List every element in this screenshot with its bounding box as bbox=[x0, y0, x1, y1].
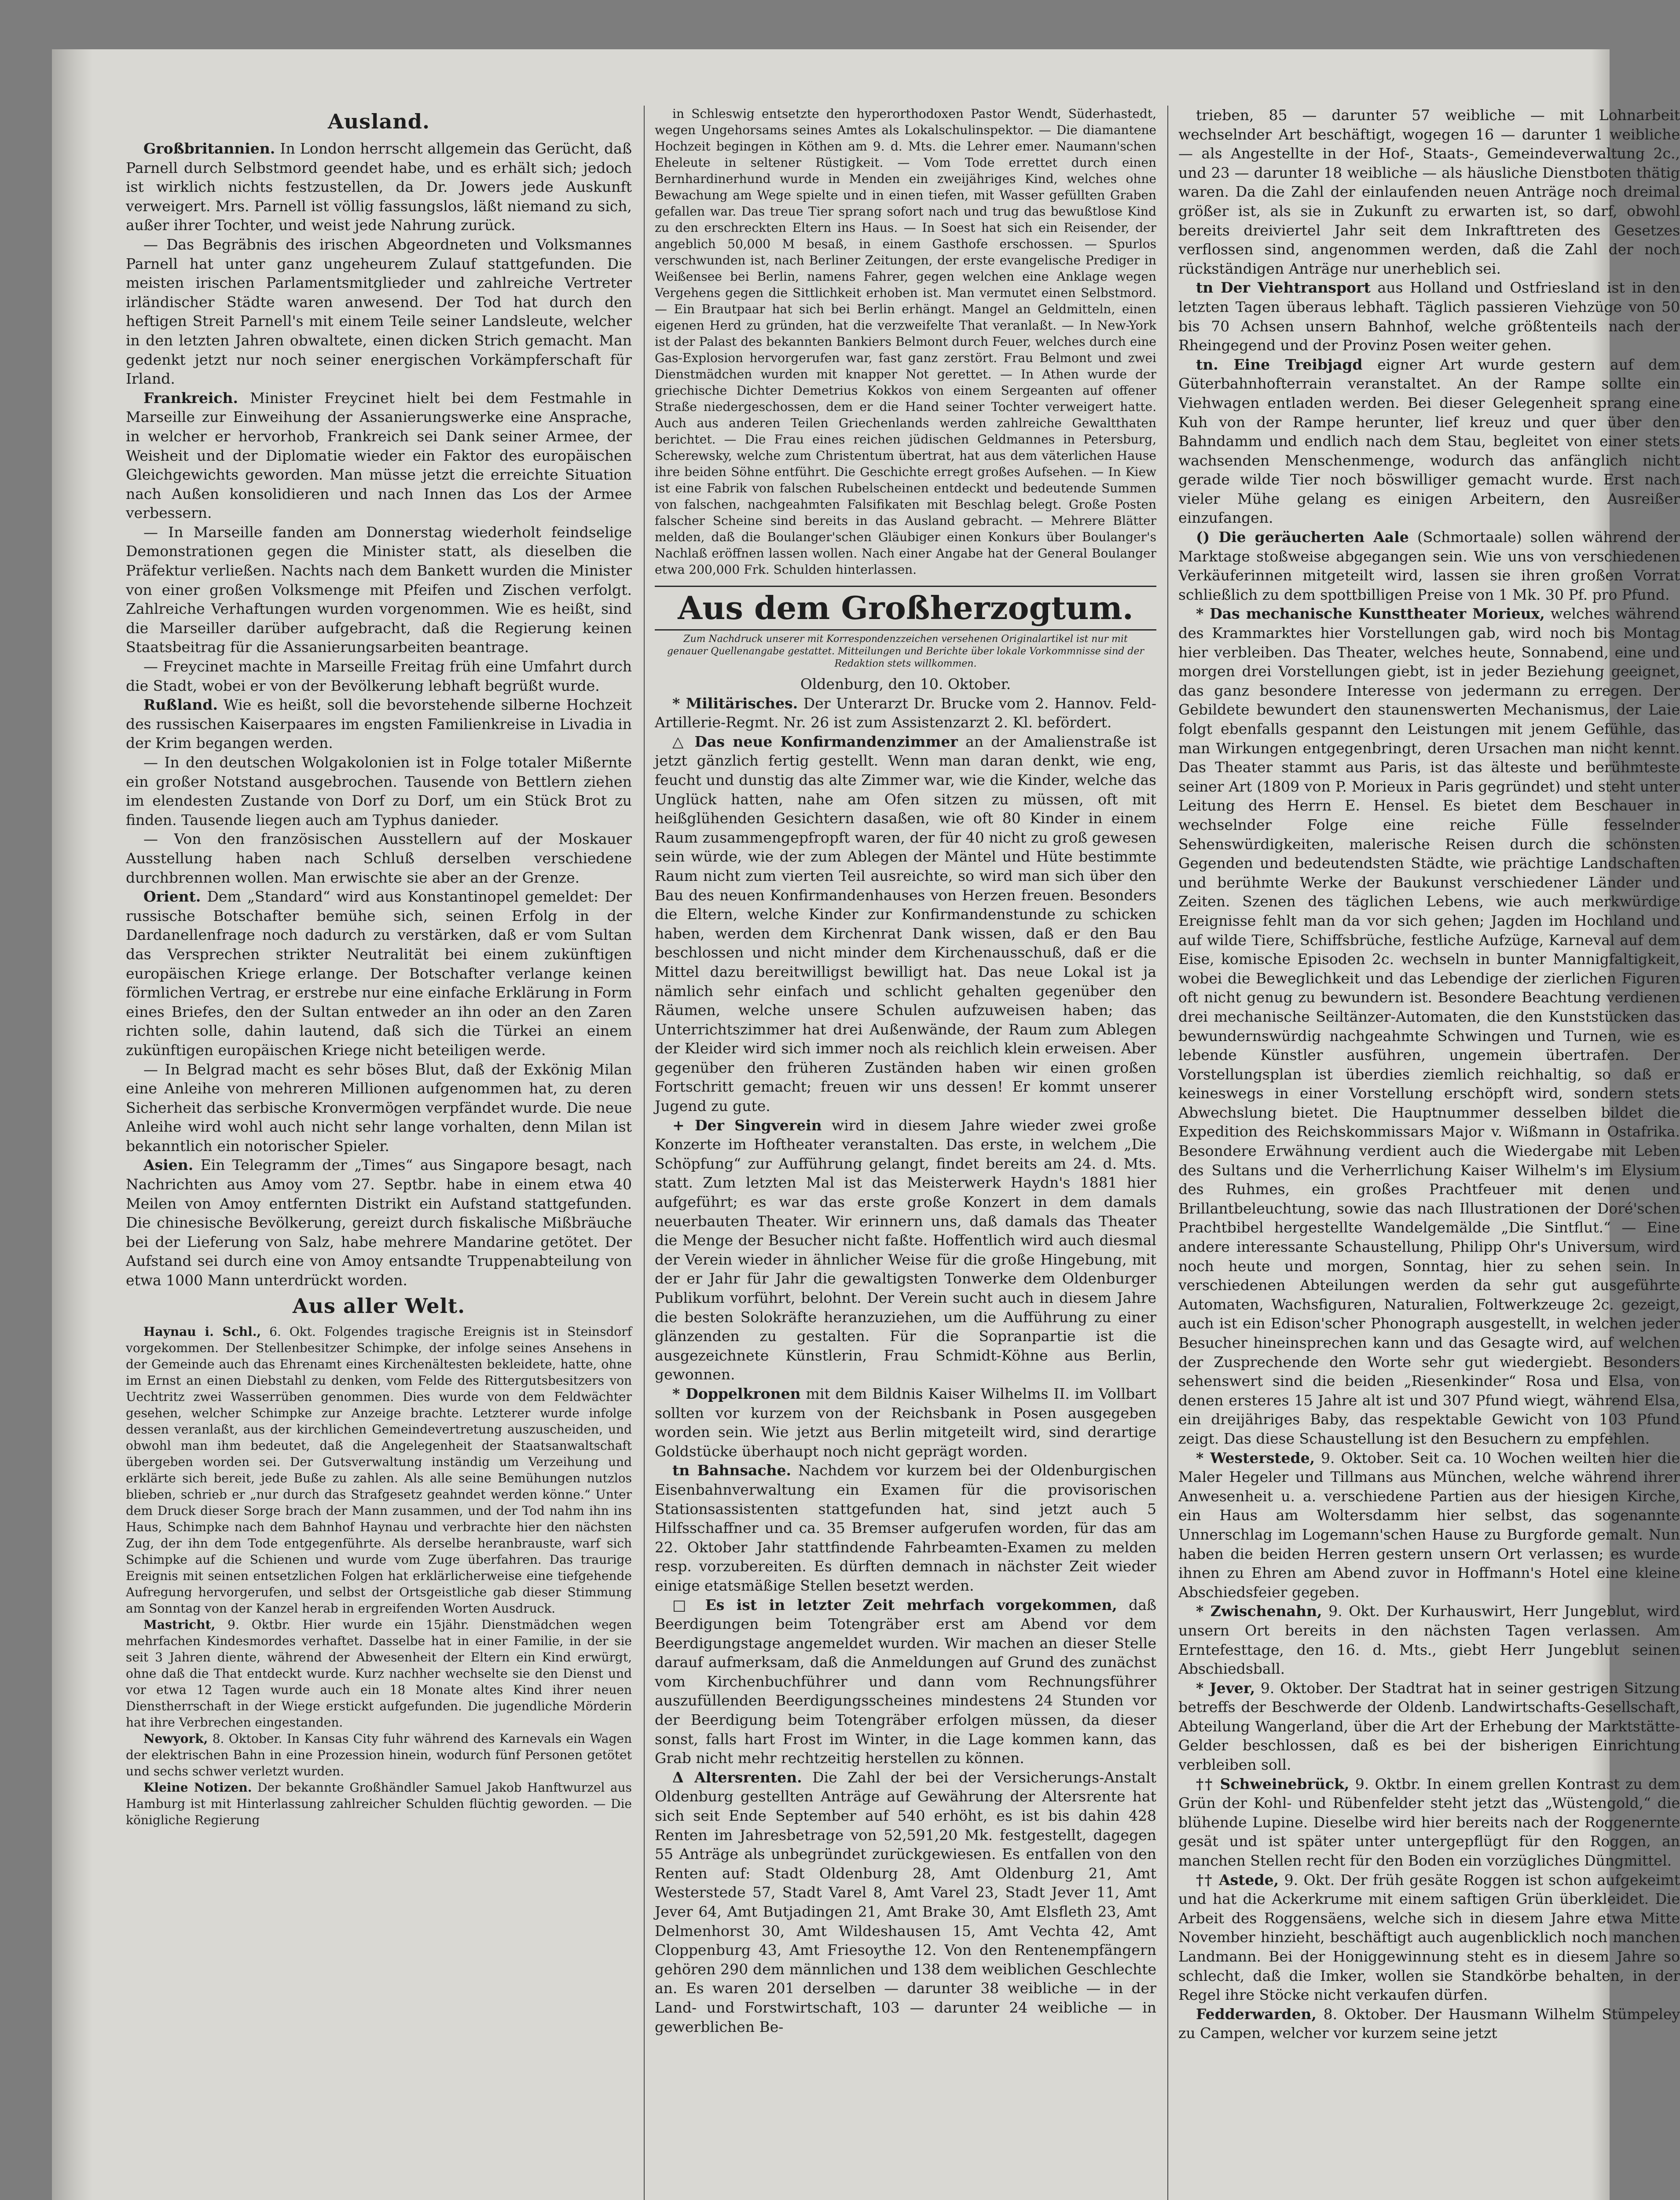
column-rule bbox=[1167, 106, 1168, 2200]
article-lead: * Westerstede, bbox=[1196, 1449, 1315, 1467]
article-text: In London herrscht allgemein das Gerücht, daß Parnell durch Selbstmord geendet habe, und es erhält sich; jedoch ist wirklich nichts festzustellen, da Dr. Jowers jede Auskunft verweigert. Mrs. Parnell ist völlig fassungslos, läßt niemand zu sich, außer ihrer Tochter, und weist jede Nahrung zurück. bbox=[126, 140, 632, 234]
article-text: 6. Okt. Folgendes tragische Ereignis ist in Steinsdorf vorgekommen. Der Stellenbesitzer Schimpke, der infolge seines Ansehens in der Gemeinde auch das Ehrenamt eines Kirchenältesten bekleidete, hatte, ohne im Ernst an einen Diebstahl zu denken, vom Felde des Rittergutsbesitzers von Uechtritz zwei Wasserrüben genommen. Dies wurde von dem Feldwächter gesehen, welcher Schimpke zur Anzeige brachte. Letzterer wurde infolge dessen veranlaßt, aus der kirchlichen Gemeindevertretung auszuscheiden, und obwohl man ihm bedeutet, daß die Angelegenheit der Staatsanwaltschaft übergeben worden sei. Der Gutsverwaltung inständig um Verzeihung und erklärte sich bereit, jede Buße zu zahlen. Als alle seine Bemühungen nutzlos blieben, schrieb er „nur durch das Strafgesetz geahndet werden könne.“ Unter dem Druck dieser Sorge brach der Mann zusammen, und der Tod nahm ihn ins Haus, Schimpke nach dem Bahnhof Haynau und verbrachte hier den nächsten Zug, der ihn dem Tode entgegenführte. Als derselbe heranbrauste, warf sich Schimpke auf die Schienen und wurde vom Zuge überfahren. Das traurige Ereignis mit seinen entsetzlichen Folgen hat erklärlicherweise eine tiefgehende Aufregung hervorgerufen, und selbst der Ortsgeistliche gab dieser Stimmung am Sonntag von der Kanzel herab in ergreifenden Worten Ausdruck. bbox=[126, 1324, 632, 1616]
article-paragraph bbox=[655, 1595, 1156, 1768]
article-paragraph bbox=[126, 139, 632, 235]
article-text: — In den deutschen Wolgakolonien ist in Folge totaler Mißernte ein großer Notstand ausgebrochen. Tausende von Bettlern ziehen im elendesten Zustande von Dorf zu Dorf, um ein Stück Brot zu finden. Tausende liegen auch am Typhus danieder. bbox=[126, 754, 632, 829]
article-text: 9. Oktbr. Hier wurde ein 15jähr. Dienstmädchen wegen mehrfachen Kindesmordes verhaftet. Dasselbe hat in einer Familie, in der sie seit 3 Jahren diente, während der Abwesenheit der Eltern ein Kind erwürgt, ohne daß die That entdeckt wurde. Kurz nachher wechselte sie den Dienst und vor etwa 12 Tagen wurde auch ein 18 Monate altes Kind ihrer neuen Dienstherrschaft in der Wiege erstickt aufgefunden. Die jugendliche Mörderin hat ihre Verbrechen eingestanden. bbox=[126, 1617, 632, 1730]
article-paragraph bbox=[126, 1731, 632, 1779]
article-text: Minister Freycinet hielt bei dem Festmahle in Marseille zur Einweihung der Assanierungswerke eine Ansprache, in welcher er hervorhob, Frankreich sei Dank seiner Armee, der Weisheit und der Diplomatie wieder ein Faktor des europäischen Gleichgewichts geworden. Man müsse jetzt die erreichte Situation nach Außen konsolidieren und nach Innen das Los der Armee verbessern. bbox=[126, 389, 632, 522]
article-paragraph bbox=[655, 1384, 1156, 1461]
page-binding-shadow bbox=[52, 49, 92, 2200]
article-paragraph bbox=[126, 887, 632, 1060]
section-heading-grossherzogtum: Aus dem Großherzogtum. bbox=[655, 586, 1156, 631]
section-heading-ausland: Ausland. bbox=[328, 110, 430, 133]
article-text: Der Unterarzt Dr. Brucke vom 2. Hannov. Feld-Artillerie-Regmt. Nr. 26 ist zum Assistenzarzt 2. Kl. befördert. bbox=[655, 694, 1156, 731]
article-list bbox=[126, 1324, 632, 1828]
article-paragraph bbox=[126, 753, 632, 829]
article-lead: Orient. bbox=[143, 888, 201, 906]
article-text: — In Marseille fanden am Donnerstag wiederholt feindselige Demonstrationen gegen die Minister statt, als dieselben die Präfektur verließen. Nachts nach dem Bankett wurden die Minister von einer großen Volksmenge mit Pfeifen und Zischen verfolgt. Zahlreiche Verhaftungen wurden vorgenommen. Wie es heißt, sind die Marseiller darüber aufgebracht, daß die Regierung keinen Staatsbeitrag für die Assanierungsarbeiten beantrage. bbox=[126, 523, 632, 656]
article-paragraph bbox=[126, 1324, 632, 1617]
article-paragraph bbox=[655, 106, 1156, 578]
article-paragraph bbox=[655, 1461, 1156, 1595]
article-text: daß Beerdigungen beim Totengräber erst am Abend vor dem Beerdigungstage angemeldet wurden. Wir machen an dieser Stelle darauf aufmerksam, daß die Anmeldungen auf Grund des zunächst vom Kirchenbuchführer und dann vom Rechnungsführer auszufüllenden Beerdigungsscheines mindestens 24 Stunden vor der Beerdigung beim Totengräber erfolgen müssen, da dieser sonst, falls hart Frost im Winter, in die Lage kommen kann, das Grab nicht mehr rechtzeitig herstellen zu können. bbox=[655, 1596, 1156, 1767]
article-paragraph bbox=[655, 1116, 1156, 1384]
newspaper-page bbox=[52, 49, 1680, 2200]
article-list bbox=[655, 694, 1156, 2037]
article-list bbox=[1178, 106, 1680, 2043]
article-list bbox=[655, 106, 1156, 578]
article-paragraph bbox=[126, 695, 632, 753]
article-paragraph bbox=[126, 829, 632, 887]
article-paragraph bbox=[1178, 1448, 1680, 1602]
article-paragraph bbox=[655, 732, 1156, 1116]
article-lead: tn Der Viehtransport bbox=[1196, 279, 1371, 297]
article-text: 9. Okt. Der Kurhauswirt, Herr Jungeblut, wird unsern Ort bereits in den nächsten Tagen verlassen. Am Erntefesttage, den 16. d. Mts., giebt Herr Jungeblut seinen Abschiedsball. bbox=[1178, 1602, 1680, 1678]
article-paragraph bbox=[126, 235, 632, 389]
article-text: Nachdem vor kurzem bei der Oldenburgischen Eisenbahnverwaltung ein Examen für die provisorischen Stationsassistenten stattgefunden hat, sind jetzt auch 5 Hilfsschaffner und ca. 35 Bremser aufgerufen worden, für das am 22. Oktober Jahr stattfindende Fahrbeamten-Examen zu melden resp. vorzubereiten. Es dürften demnach in nächster Zeit wieder einige etatsmäßige Stellen besetzt werden. bbox=[655, 1462, 1156, 1594]
article-lead: + Der Singverein bbox=[672, 1116, 822, 1134]
article-paragraph bbox=[1178, 1679, 1680, 1775]
article-paragraph bbox=[126, 1060, 632, 1156]
article-lead: tn Bahnsache. bbox=[672, 1462, 791, 1479]
article-text: 8. Oktober. In Kansas City fuhr während des Karnevals ein Wagen der elektrischen Bahn in eine Prozession hinein, wodurch fünf Personen getötet und sechs schwer verletzt wurden. bbox=[126, 1731, 632, 1778]
article-lead: * Zwischenahn, bbox=[1196, 1602, 1322, 1620]
article-lead: Frankreich. bbox=[143, 389, 238, 407]
article-text: Dem „Standard“ wird aus Konstantinopel gemeldet: Der russische Botschafter bemühe sich, seinen Erfolg in der Dardanellenfrage noch dadurch zu verstärken, daß er vom Sultan das Versprechen strikter Neutralität bei einem zukünftigen europäischen Kriege erlange. Der Botschafter verlange keinen förmlichen Vertrag, er erstrebe nur eine einfache Erklärung in Form eines Briefes, den der Sultan entweder an ihn oder an den Zaren richten solle, dahin lautend, daß sich die Türkei an einem zukünftigen europäischen Kriege nicht beteiligen werde. bbox=[126, 888, 632, 1059]
section-heading-aus-aller-welt: Aus aller Welt. bbox=[292, 1294, 466, 1318]
article-paragraph bbox=[1178, 2005, 1680, 2043]
article-text: Ein Telegramm der „Times“ aus Singapore besagt, nach Nachrichten aus Amoy vom 27. Septbr. habe in einem etwa 40 Meilen von Amoy entfernten Distrikt ein Aufstand stattgefunden. Die chinesische Bevölkerung, gereizt durch fiskalische Mißbräuche bei der Lieferung von Salz, habe mehrere Mandarine getötet. Der Aufstand sei durch eine von Amoy entsandte Truppenabteilung von etwa 1000 Mann unterdrückt worden. bbox=[126, 1156, 632, 1289]
article-paragraph bbox=[126, 523, 632, 657]
article-text: — Das Begräbnis des irischen Abgeordneten und Volksmannes Parnell hat unter ganz ungeheurem Zulauf stattgefunden. Die meisten irischen Parlamentsmitglieder und zahlreiche Vertreter irländischer Städte waren anwesend. Der Tod hat durch den heftigen Streit Parnell's mit einem Teile seiner Landsleute, welcher in den letzten Jahren obwaltete, einen dicken Strich gemacht. Man gedenkt jetzt nur noch seiner energischen Vorkämpferschaft für Irland. bbox=[126, 235, 632, 388]
article-paragraph bbox=[126, 1779, 632, 1828]
article-lead: Haynau i. Schl., bbox=[143, 1324, 261, 1339]
article-paragraph bbox=[1178, 604, 1680, 1448]
article-text: in Schleswig entsetzte den hyperorthodoxen Pastor Wendt, Süderhastedt, wegen Ungehorsams seines Amtes als Lokalschulinspektor. — Die diamantene Hochzeit begingen in Köthen am 9. d. Mts. die Lehrer emer. Naumann'schen Eheleute in seltener Rüstigkeit. — Vom Tode errettet durch einen Bernhardinerhund wurde in Menden ein zweijähriges Kind, welches ohne Bewachung am Wege spielte und in einen tiefen, mit Wasser gefüllten Graben gefallen war. Das treue Tier sprang sofort nach und trug das bewußtlose Kind zu den erschreckten Eltern ins Haus. — In Soest hat sich ein Reisender, der angeblich 50,000 M besaß, in einem Gasthofe erschossen. — Spurlos verschwunden ist, nach Berliner Zeitungen, der erste evangelische Prediger in Weißensee bei Berlin, namens Fahrer, gegen welchen eine Anklage wegen Vergehens gegen die Sittlichkeit erhoben ist. Man vermutet einen Selbstmord. — Ein Brautpaar hat sich bei Berlin erhängt. Mangel an Geldmitteln, einen eigenen Herd zu gründen, hat die verzweifelte That veranlaßt. — In New-York ist der Palast des bekannten Bankiers Belmont durch Feuer, welches durch eine Gas-Explosion hervorgerufen war, fast ganz zerstört. Frau Belmont und zwei Dienstmädchen wurden mit knapper Not gerettet. — In Athen wurde der griechische Dichter Demetrius Kokkos von einem Sergeanten auf offener Straße niedergeschossen, dem er die Hand seiner Tochter verweigert hatte. Auch aus anderen Teilen Griechenlands werden zahlreiche Gewaltthaten berichtet. — Die Frau eines reichen jüdischen Geldmannes in Petersburg, Scherewsky, welche zum Christentum übertrat, hat aus dem väterlichen Hause ihre beiden Söhne entführt. Die Geschichte erregt großes Aufsehen. — In Kiew ist eine Fabrik von falschen Rubelscheinen entdeckt und bedeutende Summen von falschen, nachgeahmten Falsifikaten mit Beschlag belegt. Große Posten falscher Scheine sind bereits in das Ausland gebracht. — Mehrere Blätter melden, daß die Boulanger'schen Gläubiger einen Konkurs über Boulanger's Nachlaß eröffnen lassen wollen. Nach einer Angabe hat der General Boulanger etwa 200,000 Frk. Schulden hinterlassen. bbox=[655, 106, 1156, 577]
article-lead: tn. Eine Treibjagd bbox=[1196, 356, 1363, 373]
article-text: (Schmortaale) sollen während der Marktage stoßweise abgegangen sein. Wie uns von verschiedenen Verkäuferinnen mitgeteilt wird, lassen sie ihren großen Vorrat schließlich zu dem spottbilligen Preise von 1 Mk. 30 Pf. pro Pfund. bbox=[1178, 528, 1680, 603]
article-lead: Großbritannien. bbox=[143, 140, 275, 157]
article-paragraph bbox=[1178, 106, 1680, 278]
article-text: mit dem Bildnis Kaiser Wilhelms II. im Vollbart sollten vor kurzem von der Reichsbank in Posen ausgegeben worden sein. Wie jetzt aus Berlin mitgeteilt wird, sind derartige Goldstücke überhaupt noch nicht geprägt worden. bbox=[655, 1385, 1156, 1460]
article-lead: †† Astede, bbox=[1196, 1871, 1279, 1888]
article-text: aus Holland und Ostfriesland ist in den letzten Tagen überaus lebhaft. Täglich passieren Viehzüge von 50 bis 70 Achsen unsern Bahnhof, welche größtenteils nach der Rheingegend und der Provinz Posen weiter gehen. bbox=[1178, 279, 1680, 354]
article-text: Die Zahl der bei der Versicherungs-Anstalt Oldenburg gestellten Anträge auf Gewährung der Altersrente hat sich seit Ende September auf 540 erhöht, es ist bis dahin 428 Renten im Jahresbetrage von 52,591,20 Mk. festgestellt, dagegen 55 Anträge als unbegründet zurückgewiesen. Es entfallen von den Renten auf: Stadt Oldenburg 28, Amt Oldenburg 21, Amt Westerstede 57, Stadt Varel 8, Amt Varel 23, Stadt Jever 11, Amt Jever 64, Amt Butjadingen 21, Amt Brake 30, Amt Elsfleth 23, Amt Delmenhorst 30, Amt Wildeshausen 15, Amt Vechta 42, Amt Cloppenburg 43, Amt Friesoythe 12. Von den Rentenempfängern gehören 290 dem männlichen und 138 dem weiblichen Geschlechte an. Es waren 201 derselben — darunter 38 weibliche — in der Land- und Forstwirtschaft, 103 — darunter 24 weibliche — in gewerblichen Be- bbox=[655, 1768, 1156, 2035]
article-text: wird in diesem Jahre wieder zwei große Konzerte im Hoftheater veranstalten. Das erste, in welchem „Die Schöpfung“ zur Aufführung gelangt, findet bereits am 24. d. Mts. statt. Zum letzten Mal ist das Meisterwerk Haydn's 1881 hier aufgeführt; es war das erste große Konzert in dem damals neuerbauten Theater. Wir erinnern uns, daß damals das Theater die Menge der Besucher nicht faßte. Hoffentlich wird auch diesmal der Verein wieder in ähnlicher Weise für die große Hingebung, mit der er Jahr für Jahr die gewaltigsten Tonwerke dem Oldenburger Publikum vorführt, belohnt. Der Verein sucht auch in diesem Jahre die besten Solokräfte heranzuziehen, um die Aufführung zu einer glänzenden zu gestalten. Für die Sopranpartie ist die ausgezeichnete Künstlerin, Frau Schmidt-Köhne aus Berlin, gewonnen. bbox=[655, 1116, 1156, 1383]
article-lead: Fedderwarden, bbox=[1196, 2005, 1317, 2023]
article-text: Der bekannte Großhändler Samuel Jakob Hanftwurzel aus Hamburg ist mit Hinterlassung zahlreicher Schulden flüchtig geworden. — Die königliche Regierung bbox=[126, 1780, 632, 1827]
article-lead: Δ Altersrenten. bbox=[672, 1768, 802, 1786]
article-text: 9. Oktober. Der Stadtrat hat in seiner gestrigen Sitzung betreffs der Beschwerde der Oldenb. Landwirtschafts-Gesellschaft, Abteilung Wangerland, über die Art der Erhebung der Marktstätte-Gelder beschlossen, daß es bei der bisherigen Einrichtung verbleiben soll. bbox=[1178, 1679, 1680, 1774]
article-lead: △ Das neue Konfirmandenzimmer bbox=[672, 733, 958, 750]
article-paragraph bbox=[1178, 528, 1680, 604]
article-text: 9. Oktober. Seit ca. 10 Wochen weilten hier die Maler Hegeler und Tillmans aus München, welche während ihrer Anwesenheit u. a. verschiedene Partien aus der hiesigen Kirche, ein Haus am Woltersdamm hier selbst, das sogenannte Unnerschlag im Logemann'schen Hause zu Burgforde gemalt. Nun haben die beiden Herren gestern unsern Ort verlassen; es wurde ihnen zu Ehren am Abend zuvor in Hoffmann's Hotel eine kleine Abschiedsfeier gegeben. bbox=[1178, 1449, 1680, 1601]
article-lead: Newyork, bbox=[143, 1731, 208, 1746]
article-lead: Asien. bbox=[143, 1156, 194, 1174]
article-lead: () Die geräucherten Aale bbox=[1196, 528, 1409, 546]
article-paragraph bbox=[655, 1768, 1156, 2036]
column-2 bbox=[655, 106, 1156, 2200]
article-paragraph bbox=[1178, 1602, 1680, 1678]
column-1 bbox=[126, 106, 632, 2200]
article-text: Wie es heißt, soll die bevorstehende silberne Hochzeit des russischen Kaiserpaares im engsten Familienkreise in Livadia in der Krim begangen werden. bbox=[126, 696, 632, 752]
article-lead: Kleine Notizen. bbox=[143, 1780, 252, 1795]
dateline: Oldenburg, den 10. Oktober. bbox=[800, 675, 1011, 693]
article-lead: □ Es ist in letzter Zeit mehrfach vorgekommen, bbox=[672, 1596, 1117, 1613]
article-paragraph bbox=[126, 389, 632, 523]
article-lead: Mastricht, bbox=[143, 1617, 216, 1632]
article-paragraph bbox=[126, 1617, 632, 1731]
article-lead: Rußland. bbox=[143, 696, 218, 714]
article-list bbox=[126, 139, 632, 1290]
reprint-notice: Zum Nachdruck unserer mit Korrespondenzzeichen versehenen Originalartikel ist nur mit genauer Quellenangabe gestattet. Mitteilungen und Berichte über lokale Vorkommnisse sind der Redaktion stets willkommen. bbox=[667, 634, 1144, 669]
article-lead: †† Schweinebrück, bbox=[1196, 1775, 1350, 1793]
article-lead: * Jever, bbox=[1196, 1679, 1255, 1697]
article-paragraph bbox=[1178, 1870, 1680, 2005]
article-paragraph bbox=[126, 1155, 632, 1290]
article-text: — Freycinet machte in Marseille Freitag früh eine Umfahrt durch die Stadt, wobei er von der Bevölkerung lebhaft begrüßt wurde. bbox=[126, 658, 632, 694]
article-text: trieben, 85 — darunter 57 weibliche — mit Lohnarbeit wechselnder Art beschäftigt, wogegen 16 — darunter 1 weibliche — als Angestellte in der Hof-, Staats-, Gemeindeverwaltung 2c., und 23 — darunter 18 weibliche — als häusliche Dienstboten thätig waren. Da die Zahl der einlaufenden neuen Anträge noch dreimal größer ist, als sie in Zukunft zu erwarten ist, so darf, obwohl bereits dreiviertel Jahr seit dem Inkrafttreten des Gesetzes verflossen sind, angenommen werden, daß die Zahl der noch rückständigen Anträge nur unerheblich sei. bbox=[1178, 106, 1680, 277]
article-lead: * Das mechanische Kunsttheater Morieux, bbox=[1196, 605, 1545, 623]
article-paragraph bbox=[1178, 355, 1680, 528]
article-paragraph bbox=[126, 657, 632, 695]
article-text: 8. Oktober. Der Hausmann Wilhelm Stümpeley zu Campen, welcher vor kurzem seine jetzt bbox=[1178, 2005, 1680, 2042]
article-text: — In Belgrad macht es sehr böses Blut, daß der Exkönig Milan eine Anleihe von mehreren Millionen aufgenommen hat, zu deren Sicherheit das serbische Kronvermögen verpfändet wurde. Die neue Anleihe wird wohl auch nicht sehr lange vorhalten, denn Milan ist bekanntlich ein notorischer Spieler. bbox=[126, 1060, 632, 1155]
column-rule bbox=[644, 106, 645, 2200]
article-text: — Von den französischen Ausstellern auf der Moskauer Ausstellung haben nach Schluß derselben verschiedene durchbrennen wollen. Man erwischte sie aber an der Grenze. bbox=[126, 830, 632, 886]
article-text: 9. Oktbr. In einem grellen Kontrast zu dem Grün der Kohl- und Rübenfelder steht jetzt das „Wüstengold,“ die blühende Lupine. Dieselbe wird hier bereits nach der Roggenernte gesät und ist später unter untergepflügt für den Roggen, an manchen Stellen recht für den Boden ein vorzügliches Düngmittel. bbox=[1178, 1775, 1680, 1870]
article-paragraph bbox=[655, 694, 1156, 732]
article-paragraph bbox=[1178, 278, 1680, 355]
article-lead: * Militärisches. bbox=[672, 694, 798, 712]
article-lead: * Doppelkronen bbox=[672, 1385, 801, 1402]
article-text: eigner Art wurde gestern auf dem Güterbahnhofterrain veranstaltet. An der Rampe sollte ein Viehwagen entladen werden. Bei dieser Gelegenheit sprang eine Kuh von der Rampe herunter, lief kreuz und quer über den Bahndamm und endlich nach dem Stau, begleitet von einer stets wachsenden Menschenmenge, wodurch das anfänglich nicht gerade wilde Tier noch böswilliger gemacht wurde. Erst nach vieler Mühe gelang es einigen Arbeitern, den Ausreißer einzufangen. bbox=[1178, 356, 1680, 527]
column-3 bbox=[1178, 106, 1680, 2200]
article-text: 9. Okt. Der früh gesäte Roggen ist schon aufgekeimt und hat die Ackerkrume mit einem saftigen Grün überkleidet. Die Arbeit des Roggensäens, welche sich in diesem Jahre etwa Mitte November hinzieht, beschäftigt auch augenblicklich noch manchen Landmann. Bei der Honiggewinnung steht es in diesem Jahre so schlecht, daß die Imker, wollen sie Standkörbe behalten, in der Regel ihre Stöcke nicht verkaufen dürfen. bbox=[1178, 1871, 1680, 2004]
article-text: welches während des Krammarktes hier Vorstellungen gab, wird noch bis Montag hier verbleiben. Das Theater, welches heute, Sonnabend, eine und morgen drei Vorstellungen giebt, ist in jeder Beziehung geeignet, das ganz besondere Interesse von jedermann zu erregen. Der Gebildete bewundert den staunenswerten Mechanismus, der Laie folgt ebenfalls gespannt den Leistungen mit jenem Gefühle, das man Wirkungen entgegenbringt, deren Ursachen man nicht kennt. Das Theater stammt aus Paris, ist das älteste und berühmteste seiner Art (1809 von P. Morieux in Paris gegründet) und steht unter Leitung des Herrn E. Hensel. Es bietet dem Beschauer in wechselnder Folge eine reiche Fülle fesselnder Sehenswürdigkeiten, malerische Reisen durch die schönsten Gegenden und bedeutendsten Städte, wie prächtige Landschaften und berühmte Werke der Baukunst verschiedener Länder und Zeiten. Szenen des täglichen Lebens, wie auch merkwürdige Ereignisse fehlt man da vor sich gehen; Jagden im Hochland und auf wilde Tiere, Schiffsbrüche, festliche Aufzüge, Karneval auf dem Eise, komische Episoden 2c. wechseln in bunter Mannigfaltigkeit, wobei die Beweglichkeit und das Lebendige der zierlichen Figuren oft nicht genug zu bewundern ist. Besondere Beachtung verdienen drei mechanische Seiltänzer-Automaten, die den Kunststücken das bewundernswürdig nachgeahmte Schwingen und Turnen, wie es lebende Künstler ausführen, ungemein übertrafen. Der Vorstellungsplan ist überdies ziemlich reichhaltig, so daß er keineswegs in einer Vorstellung erschöpft wird, sondern stets Abwechslung bietet. Die Hauptnummer desselben bildet die Expedition des Reichskommissars Major v. Wißmann in Ostafrika. Besondere Erwähnung verdient auch die Wiedergabe mit Leben des Sultans und die Verherrlichung Kaiser Wilhelm's im Elysium des Ruhmes, ein großes Prachtfeuer mit denen und Brillantbeleuchtung, sowie das nach Illustrationen der Doré'schen Prachtbibel hergestellte Wandelgemälde „Die Sintflut.“ — Eine andere interessante Schaustellung, Philipp Ohr's Universum, wird noch heute und morgen, Sonntag, hier zu sehen sein. In verschiedenen Abteilungen werden da sehr gut ausgeführte Automaten, Wachsfiguren, Naturalien, Foltwerkzeuge 2c. gezeigt, auch ist ein Edison'scher Phonograph ausgestellt, in welchen jeder Besucher hineinsprechen kann und das Gesagte wird, auf welchen der Zusprechende den Worte sehr gut wiedergiebt. Besonders sehenswert sind die beiden „Riesenkinder“ Rosa und Elsa, von denen ersteres 15 Jahre alt ist und 307 Pfund wiegt, während Elsa, ein dreijähriges Baby, das respektable Gewicht von 103 Pfund zeigt. Das diese Schaustellung ist den Besuchern zu empfehlen. bbox=[1178, 605, 1680, 1447]
article-paragraph bbox=[1178, 1775, 1680, 1870]
article-text: an der Amalienstraße ist jetzt gänzlich fertig gestellt. Wenn man daran denkt, wie eng, feucht und dunstig das alte Zimmer war, wie die Kinder, welche das Unglück hatten, nahe am Ofen sitzen zu müssen, oft mit heißglühenden Gesichtern dasaßen, wie oft 80 Kinder in einem Raum zusammengepfropft waren, der für 40 nicht zu groß gewesen sein würde, wie der zum Ablegen der Mäntel und Hüte bestimmte Raum nicht zum vierten Teil ausreichte, so wird man sich über den Bau des neuen Konfirmandenhauses von Herzen freuen. Besonders die Eltern, welche Kinder zur Konfirmandenstunde zu schicken haben, werden dem Kirchenrat Dank wissen, daß er den Bau beschlossen und nicht minder dem Kirchenausschuß, daß er die Mittel dazu bereitwilligst bewilligt hat. Das neue Lokal ist ja nämlich sehr einfach und schlicht gehalten gegenüber den Räumen, welche unsere Schulen aufzuweisen haben; das Unterrichtszimmer hat drei Außenwände, der Raum zum Ablegen der Kleider wird sich immer noch als reichlich klein erweisen. Aber gegenüber den früheren Zuständen haben wir einen großen Fortschritt gemacht; freuen wir uns dessen! Er kommt unserer Jugend zu gute. bbox=[655, 733, 1156, 1115]
